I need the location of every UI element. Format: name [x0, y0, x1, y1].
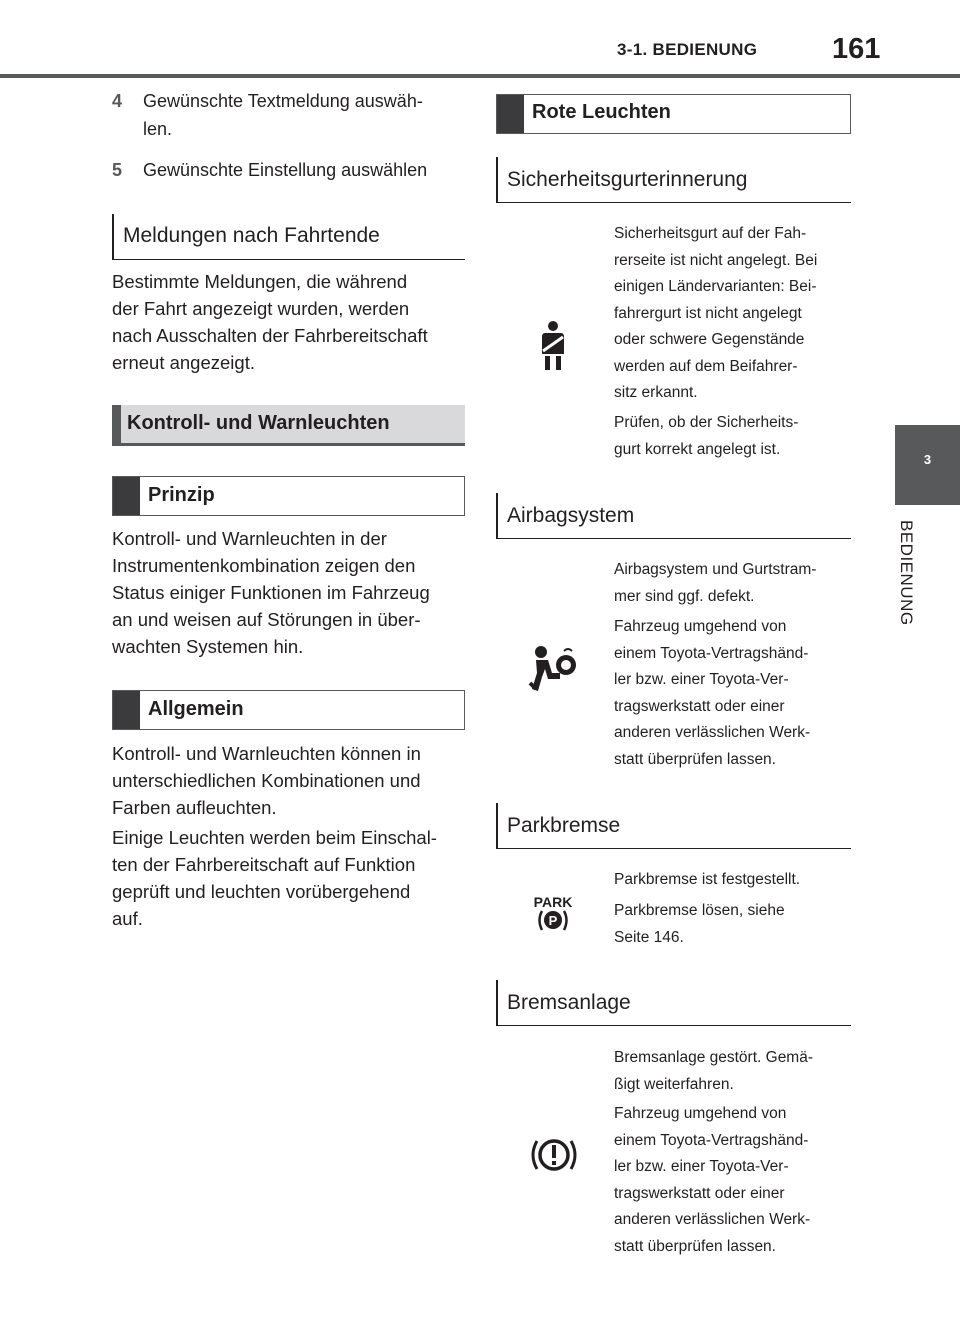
heading-bremsanlage	[496, 980, 851, 1026]
heading-bremsanlage-label: Bremsanlage	[507, 991, 631, 1014]
chapter-tab-number: 3	[923, 452, 932, 467]
airbag-icon	[528, 645, 578, 693]
heading-allgemein-label: Allgemein	[148, 698, 244, 720]
seatbelt-icon	[536, 321, 570, 371]
text-line: einem Toyota-Vertragshänd-	[614, 1131, 809, 1149]
text-line: Kontroll- und Warnleuchten in der	[112, 528, 387, 549]
heading-bar	[113, 691, 140, 729]
text-line: wachten Systemen hin.	[112, 636, 304, 657]
text-line: anderen verlässlichen Werk-	[614, 724, 811, 741]
text-line: an und weisen auf Störungen in über-	[112, 609, 421, 630]
chapter-tab-label-wrap	[888, 520, 928, 640]
heading-rote-leuchten	[496, 94, 851, 134]
text-line: geprüft und leuchten vorübergehend	[112, 881, 411, 902]
heading-bar	[113, 477, 140, 515]
text-line: unterschiedlichen Kombinationen und	[112, 770, 421, 791]
heading-meldungen	[112, 214, 465, 260]
desc-parkbremse-1	[614, 867, 854, 894]
text-line: anderen verlässlichen Werk-	[614, 1211, 811, 1228]
desc-bremsanlage-2	[614, 1101, 854, 1260]
paragraph-allgemein-2	[112, 824, 472, 932]
parking-brake-icon-letter: P	[548, 913, 558, 928]
desc-airbag-1	[614, 557, 854, 610]
heading-kontroll-label: Kontroll- und Warnleuchten	[127, 412, 390, 434]
heading-bar	[497, 95, 524, 133]
text-line: nach Ausschalten der Fahrbereitschaft	[112, 325, 428, 346]
text-line: Airbagsystem und Gurtstram-	[614, 561, 817, 578]
text-line: Seite 146.	[614, 928, 684, 946]
text-line: Kontroll- und Warnleuchten können in	[112, 743, 421, 764]
section-title: 3-1. BEDIENUNG	[617, 40, 758, 59]
text-line: Instrumentenkombination zeigen den	[112, 555, 416, 576]
heading-prinzip-label: Prinzip	[148, 484, 215, 506]
heading-prinzip	[112, 476, 465, 516]
brake-warning-icon	[530, 1135, 578, 1175]
parking-brake-icon-text: PARK	[533, 894, 573, 910]
text-line: ler bzw. einer Toyota-Ver-	[614, 671, 789, 688]
text-line: tragswerkstatt oder einer	[614, 1184, 785, 1202]
text-line: ler bzw. einer Toyota-Ver-	[614, 1158, 789, 1175]
step-text-line: len.	[143, 119, 173, 139]
paragraph-prinzip	[112, 525, 472, 660]
text-line: Bremsanlage gestört. Gemä-	[614, 1049, 814, 1066]
step-text-line: Gewünschte Textmeldung auswäh-	[143, 91, 423, 111]
text-line: gurt korrekt angelegt ist.	[614, 440, 781, 458]
text-line: der Fahrt angezeigt wurden, werden	[112, 298, 410, 319]
text-line: Status einiger Funktionen im Fahrzeug	[112, 582, 430, 603]
text-line: erneut angezeigt.	[112, 352, 255, 373]
heading-airbag	[496, 493, 851, 539]
step-text	[143, 88, 473, 143]
text-line: oder schwere Gegenstände	[614, 331, 805, 348]
text-line: Parkbremse ist festgestellt.	[614, 871, 801, 888]
paragraph-allgemein-1	[112, 740, 472, 821]
text-line: Einige Leuchten werden beim Einschal-	[112, 827, 437, 848]
text-line: Fahrzeug umgehend von	[614, 618, 787, 635]
desc-airbag-2	[614, 614, 854, 773]
paragraph-meldungen	[112, 268, 472, 376]
text-line: statt überprüfen lassen.	[614, 1237, 776, 1255]
step-text: Gewünschte Einstellung auswählen	[143, 160, 428, 180]
heading-meldungen-label: Meldungen nach Fahrtende	[123, 224, 380, 247]
text-line: rerseite ist nicht angelegt. Bei	[614, 251, 818, 269]
text-line: auf.	[112, 908, 143, 929]
heading-kontroll	[112, 405, 465, 446]
heading-allgemein	[112, 690, 465, 730]
heading-airbag-label: Airbagsystem	[507, 504, 635, 527]
text-line: sitz erkannt.	[614, 384, 698, 401]
text-line: Bestimmte Meldungen, die während	[112, 271, 408, 292]
desc-sicherheitsgurt-2	[614, 410, 854, 463]
heading-parkbremse	[496, 803, 851, 849]
text-line: Sicherheitsgurt auf der Fah-	[614, 225, 807, 242]
text-line: Parkbremse lösen, siehe	[614, 902, 785, 919]
desc-sicherheitsgurt-1	[614, 221, 854, 407]
header-divider	[0, 74, 960, 78]
text-line: Farben aufleuchten.	[112, 797, 277, 818]
text-line: Prüfen, ob der Sicherheits-	[614, 414, 799, 431]
text-line: statt überprüfen lassen.	[614, 750, 776, 768]
desc-parkbremse-2	[614, 898, 854, 951]
text-line: ßigt weiterfahren.	[614, 1075, 734, 1093]
page-number: 161	[832, 33, 881, 65]
heading-rote-leuchten-label: Rote Leuchten	[532, 101, 671, 123]
heading-parkbremse-label: Parkbremse	[507, 814, 621, 837]
heading-sicherheitsgurt	[496, 157, 851, 203]
step-number: 4	[112, 91, 123, 111]
step-5	[112, 157, 472, 185]
text-line: tragswerkstatt oder einer	[614, 697, 785, 715]
text-line: fahrergurt ist nicht angelegt	[614, 304, 802, 322]
chapter-tab-label: BEDIENUNG	[897, 520, 916, 626]
step-4	[112, 88, 472, 144]
text-line: mer sind ggf. defekt.	[614, 587, 755, 605]
text-line: ten der Fahrbereitschaft auf Funktion	[112, 854, 416, 875]
text-line: Fahrzeug umgehend von	[614, 1105, 787, 1122]
step-number: 5	[112, 160, 123, 180]
parking-brake-icon	[532, 893, 574, 933]
text-line: einigen Ländervarianten: Bei-	[614, 278, 817, 295]
text-line: einem Toyota-Vertragshänd-	[614, 644, 809, 662]
heading-sicherheitsgurt-label: Sicherheitsgurterinnerung	[507, 168, 748, 191]
desc-bremsanlage-1	[614, 1045, 854, 1098]
text-line: werden auf dem Beifahrer-	[614, 357, 798, 375]
